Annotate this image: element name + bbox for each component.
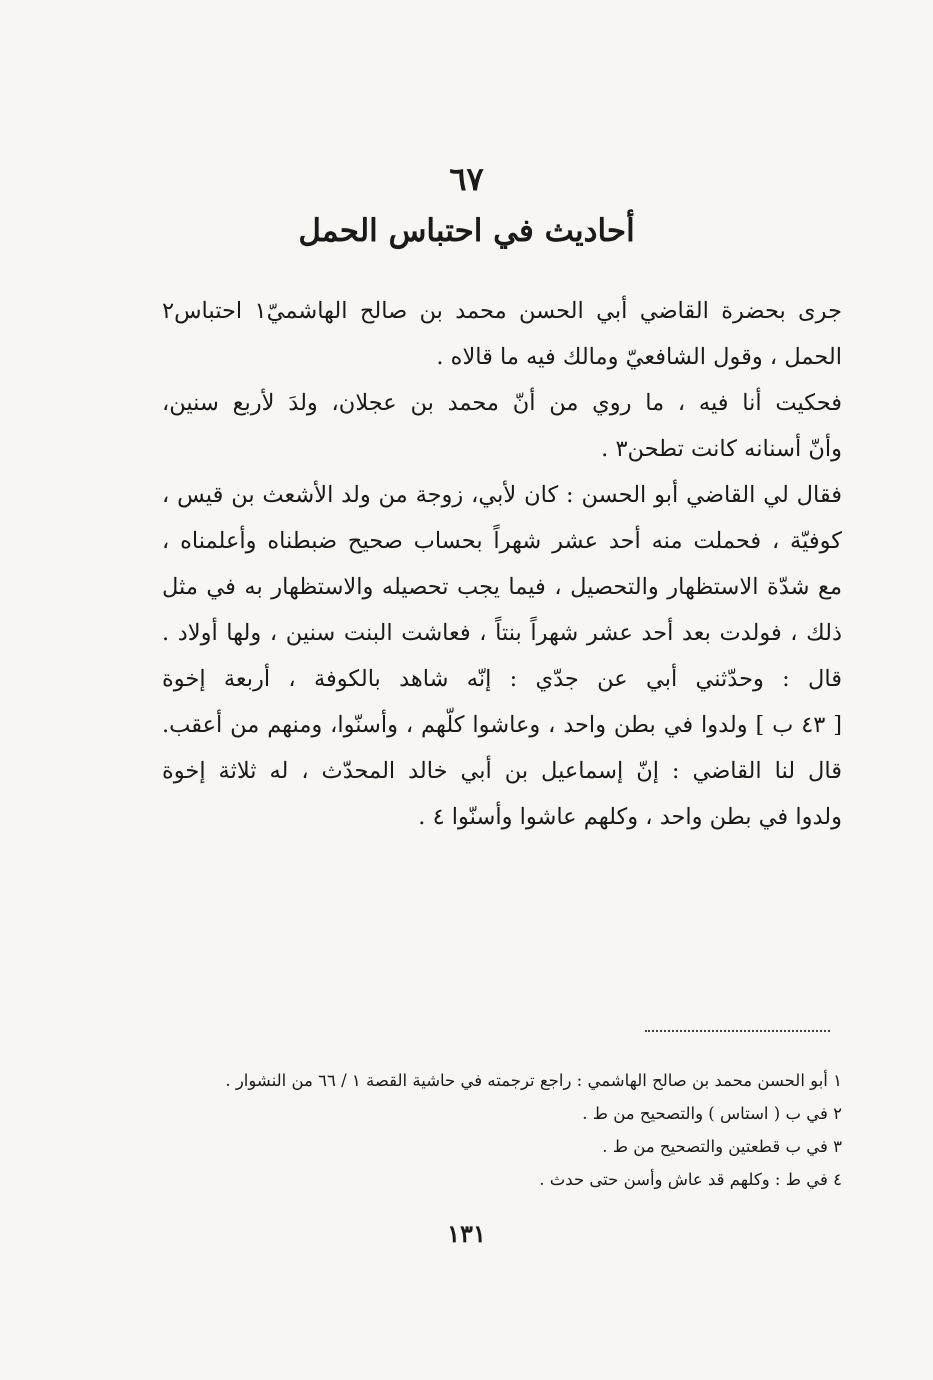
body-line: جرى بحضرة القاضي أبي الحسن محمد بن صالح الهاشميّ١ احتباس٢ [162,298,842,324]
footnote: ٤ في ط : وكلهم قد عاش وأسن حتى حدث . [539,1170,842,1189]
footnote: ٣ في ب قطعتين والتصحيح من ط . [602,1137,842,1156]
footnote: ٢ في ب ( استاس ) والتصحيح من ط . [582,1104,842,1123]
body-line: قال : وحدّثني أبي عن جدّي : إنّه شاهد بالكوفة ، أربعة إخوة [162,666,842,692]
body-line: فقال لي القاضي أبو الحسن : كان لأبي، زوجة من ولد الأشعث بن قيس ، [162,482,842,508]
body-line: ولدوا في بطن واحد ، وكلهم عاشوا وأسنّوا ٤ . [418,804,842,830]
body-line: كوفيّة ، فحملت منه أحد عشر شهراً بحساب صحيح ضبطناه وأعلمناه ، [162,528,842,554]
body-line: ذلك ، فولدت بعد أحد عشر شهراً بنتاً ، فعاشت البنت سنين ، ولها أولاد . [162,620,842,646]
story-title: أحاديث في احتباس الحمل [298,213,635,249]
story-number: ٦٧ [449,160,484,198]
body-line: قال لنا القاضي : إنّ إسماعيل بن أبي خالد المحدّث ، له ثلاثة إخوة [162,758,842,784]
body-text [162,288,842,840]
body-line: فحكيت أنا فيه ، ما روي من أنّ محمد بن عجلان، ولدَ لأربع سنين، [162,390,842,416]
body-line: مع شدّة الاستظهار والتحصيل ، فيما يجب تحصيله والاستظهار به في مثل [162,574,842,600]
footnote-separator [645,1030,830,1032]
footnotes [162,1064,842,1196]
body-line: الحمل ، وقول الشافعيّ ومالك فيه ما قالاه . [436,344,842,370]
body-line: وأنّ أسنانه كانت تطحن٣ . [601,436,842,462]
body-line: [ ٤٣ ب ] ولدوا في بطن واحد ، وعاشوا كلّهم ، وأسنّوا، ومنهم من أعقب. [162,712,842,738]
page-number: ١٣١ [447,1219,486,1248]
footnote: ١ أبو الحسن محمد بن صالح الهاشمي : راجع ترجمته في حاشية القصة ١ / ٦٦ من النشوار . [225,1071,842,1090]
